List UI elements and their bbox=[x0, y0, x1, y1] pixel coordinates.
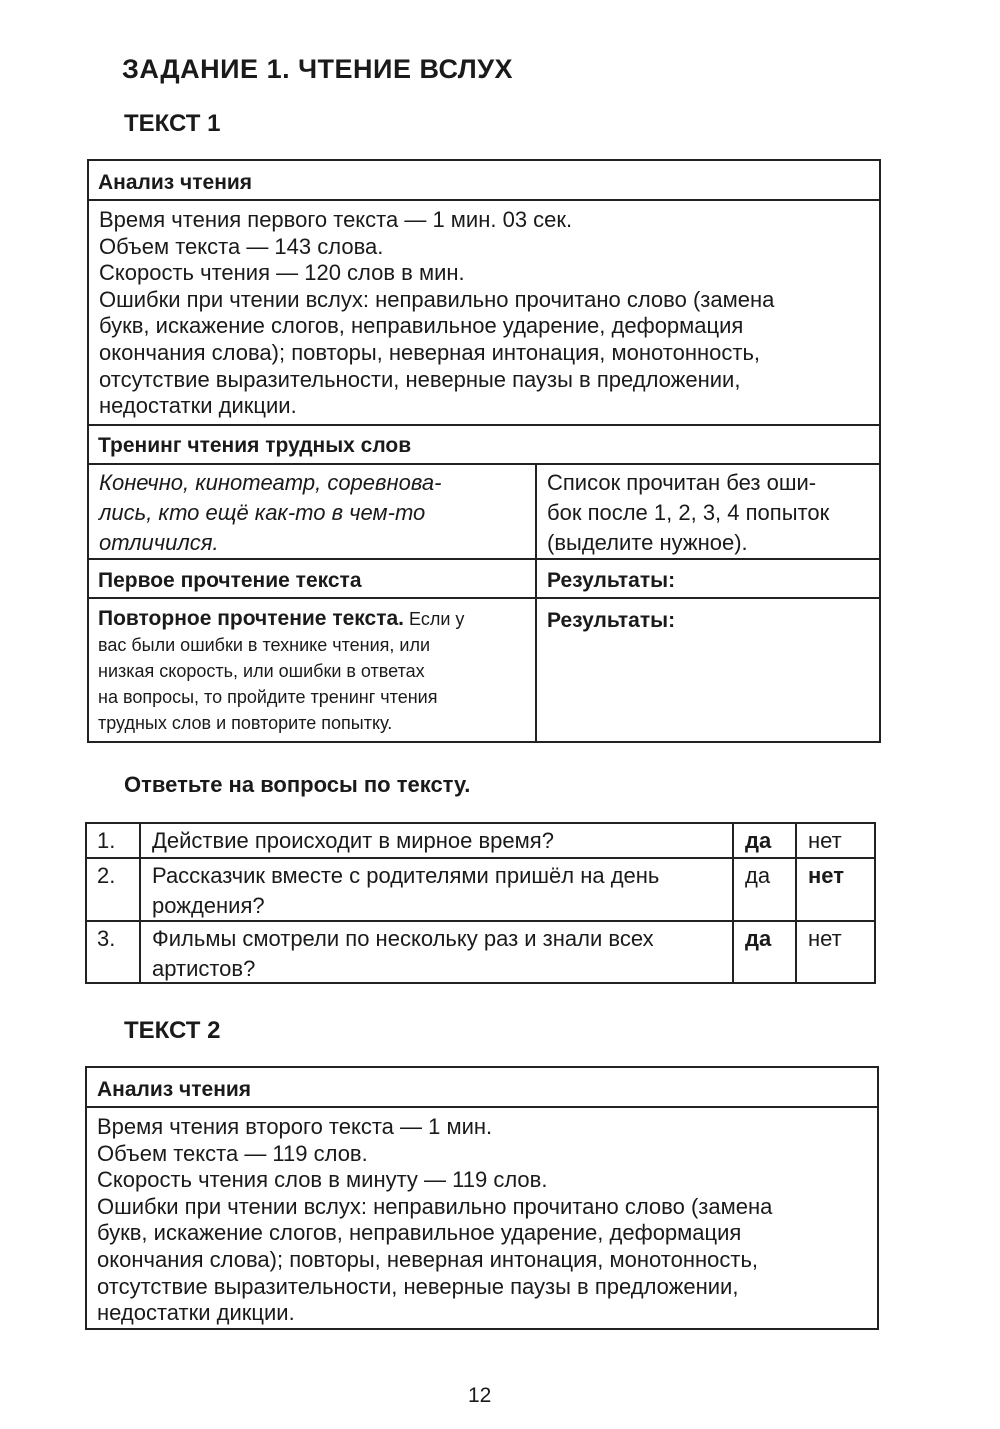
training-header: Тренинг чтения трудных слов bbox=[98, 434, 412, 457]
question-3-text: Фильмы смотрели по нескольку раз и знали всех артистов? bbox=[152, 926, 654, 981]
results-label-2: Результаты: bbox=[547, 609, 676, 632]
analysis-body: Время чтения первого текста — 1 мин. 03 сек. Объем текста — 143 слова. Скорость чтения — 120 слов в мин. Ошибки при чтении вслух: неправильно прочитано слово (замена букв, искажение слогов, неправильное ударение, деформация окончания слова); повторы, неверная интонация, монотонность, отсутствие выразительности, неверные паузы в предложении, недостатки дикции. bbox=[99, 207, 775, 419]
question-1-num: 1. bbox=[97, 828, 116, 853]
question-3-num: 3. bbox=[97, 926, 116, 951]
repeat-reading-text: Повторное прочтение текста. Если у вас были ошибки в технике чтения, или низкая скорость, или ошибки в ответах на вопросы, то пройдите тренинг чтения трудных слов и повторите попытку. bbox=[98, 607, 465, 733]
question-2-num: 2. bbox=[97, 863, 116, 888]
text1-heading: ТЕКСТ 1 bbox=[124, 110, 221, 137]
analysis-header: Анализ чтения bbox=[98, 171, 253, 194]
question-2-no: нет bbox=[808, 863, 845, 888]
results-label-1: Результаты: bbox=[547, 569, 676, 592]
question-1-yes: да bbox=[745, 828, 772, 853]
page-number: 12 bbox=[468, 1384, 492, 1407]
page-title: ЗАДАНИЕ 1. ЧТЕНИЕ ВСЛУХ bbox=[122, 54, 514, 84]
question-2-text: Рассказчик вместе с родителями пришёл на день рождения? bbox=[152, 863, 660, 918]
question-3-no: нет bbox=[808, 926, 842, 951]
question-2-yes: да bbox=[745, 863, 771, 888]
text2-analysis-header: Анализ чтения bbox=[97, 1078, 252, 1101]
training-note: Список прочитан без оши- бок после 1, 2, 3, 4 попыток (выделите нужное). bbox=[547, 470, 830, 555]
training-words: Конечно, кинотеатр, соревнова- лись, кто ещё как-то в чем-то отличился. bbox=[99, 470, 442, 555]
question-1-text: Действие происходит в мирное время? bbox=[152, 828, 554, 853]
question-3-yes: да bbox=[745, 926, 772, 951]
text2-heading: ТЕКСТ 2 bbox=[124, 1017, 221, 1044]
text2-analysis-body: Время чтения второго текста — 1 мин. Объем текста — 119 слов. Скорость чтения слов в минуту — 119 слов. Ошибки при чтении вслух: неправильно прочитано слово (замена букв, искажение слогов, неправильное ударение, деформация окончания слова); повторы, неверная интонация, монотонность, отсутствие выразительности, неверные паузы в предложении, недостатки дикции. bbox=[97, 1114, 773, 1326]
questions-heading: Ответьте на вопросы по тексту. bbox=[124, 772, 471, 797]
question-1-no: нет bbox=[808, 828, 842, 853]
first-reading-label: Первое прочтение текста bbox=[98, 569, 362, 592]
